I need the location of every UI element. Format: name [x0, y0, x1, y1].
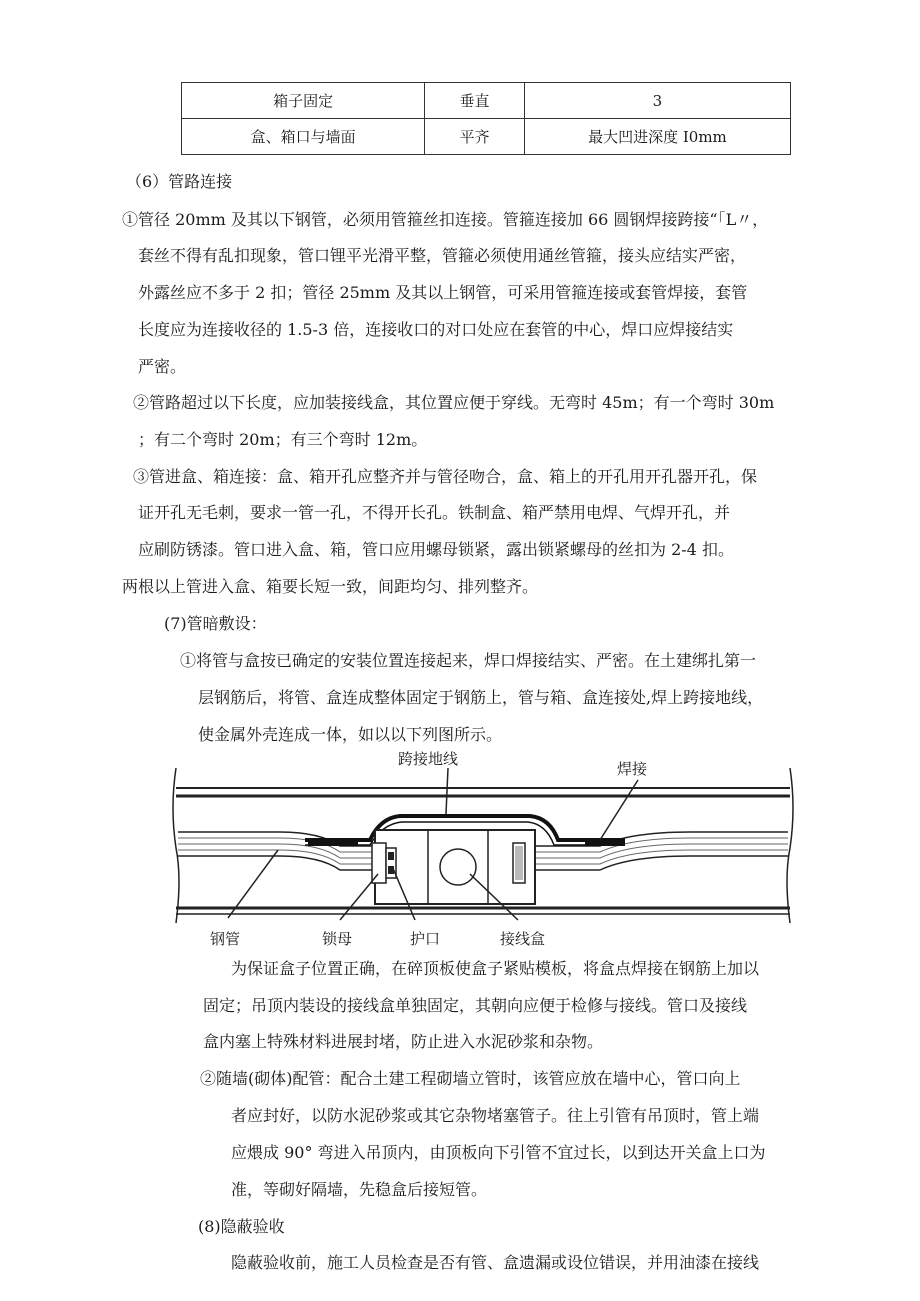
section-heading: (8)隐蔽验收 [198, 1217, 285, 1236]
paragraph-line: 严密。 [138, 357, 187, 376]
conduit-installation-diagram [170, 748, 798, 958]
steel-pipe-right [530, 832, 788, 870]
label-weld: 焊接 [617, 760, 648, 778]
section-heading: （6）管路连接 [126, 172, 233, 191]
paragraph-line: 长度应为连接收径的 1.5-3 倍，连接收口的对口处应在套管的中心，焊口应焊接结实 [138, 320, 734, 339]
steel-pipe-left [178, 832, 380, 870]
table-cell: 盒、箱口与墙面 [182, 119, 425, 155]
paragraph-line: 固定；吊顶内装设的接线盒单独固定，其朝向应便于检修与接线。管口及接线 [203, 996, 748, 1015]
table-cell: 平齐 [425, 119, 525, 155]
table-cell: 3 [524, 83, 790, 119]
paragraph-line: 准，等砌好隔墙，先稳盒后接短管。 [231, 1180, 488, 1199]
bushing-right [513, 843, 525, 883]
knockout-hole [440, 849, 476, 885]
spec-table [181, 82, 791, 155]
paragraph-line: 证开孔无毛刺，要求一管一孔，不得开长孔。铁制盒、箱严禁用电焊、气焊开孔，并 [138, 503, 731, 522]
table-cell: 箱子固定 [182, 83, 425, 119]
paragraph-line: ①将管与盒按已确定的安装位置连接起来，焊口焊接结实、严密。在土建绑扎第一 [180, 651, 757, 670]
paragraph-line: ②管路超过以下长度，应加装接线盒，其位置应便于穿线。无弯时 45m；有一个弯时 30m [133, 393, 775, 412]
paragraph-line: 层钢筋后，将管、盒连成整体固定于钢筋上，管与箱、盒连接处,焊上跨接地线， [198, 688, 764, 707]
weld-mark-left [308, 840, 358, 846]
paragraph-line: 隐蔽验收前，施工人员检查是否有管、盒遗漏或设位错误，并用油漆在接线 [231, 1253, 760, 1272]
table-row [182, 119, 791, 155]
paragraph-line: ③管进盒、箱连接：盒、箱开孔应整齐并与管径吻合，盒、箱上的开孔用开孔器开孔，保 [133, 467, 758, 486]
paragraph-line: 套丝不得有乱扣现象，管口锂平光滑平整，管箍必须使用通丝管箍，接头应结实严密， [138, 246, 747, 265]
label-bushing: 护口 [410, 930, 441, 948]
table-cell: 垂直 [425, 83, 525, 119]
paragraph-line: ②随墙(砌体)配管：配合土建工程砌墙立管时，该管应放在墙中心，管口向上 [200, 1069, 741, 1088]
label-junction-box: 接线盒 [500, 930, 546, 948]
paragraph-line: 应煨成 90° 弯进入吊顶内，由顶板向下引管不宜过长，以到达开关盒上口为 [231, 1143, 766, 1162]
label-pipe: 钢管 [210, 930, 241, 948]
junction-box [375, 830, 535, 904]
table-cell: 最大凹进深度 I0mm [524, 119, 790, 155]
table-row [182, 83, 791, 119]
paragraph-line: 使金属外壳连成一体，如以以下列图所示。 [198, 725, 503, 744]
paragraph-line: 者应封好，以防水泥砂浆或其它杂物堵塞管子。往上引管有吊顶时，管上端 [231, 1106, 760, 1125]
paragraph-line: 外露丝应不多于 2 扣；管径 25mm 及其以上钢管，可采用管箍连接或套管焊接，套管 [138, 283, 748, 302]
label-jumper: 跨接地线 [398, 750, 459, 768]
paragraph-line: 盒内塞上特殊材料进展封堵，防止进入水泥砂浆和杂物。 [203, 1032, 604, 1051]
label-locknut: 锁母 [322, 930, 353, 948]
paragraph-line: ；有二个弯时 20m；有三个弯时 12m。 [138, 430, 428, 449]
paragraph-line: 两根以上管进入盒、箱要长短一致，间距均匀、排列整齐。 [122, 577, 539, 596]
section-heading: (7)管暗敷设： [164, 614, 267, 633]
weld-mark-right [585, 840, 625, 846]
paragraph-line: 为保证盒子位置正确，在碎顶板使盒子紧贴模板，将盒点焊接在钢筋上加以 [231, 959, 760, 978]
paragraph-line: 应刷防锈漆。管口进入盒、箱，管口应用螺母锁紧，露出锁紧螺母的丝扣为 2-4 扣。 [138, 540, 734, 559]
paragraph-line: ①管径 20mm 及其以下钢管，必须用管箍丝扣连接。管箍连接加 66 圆钢焊接跨接“「L〃， [122, 210, 769, 229]
